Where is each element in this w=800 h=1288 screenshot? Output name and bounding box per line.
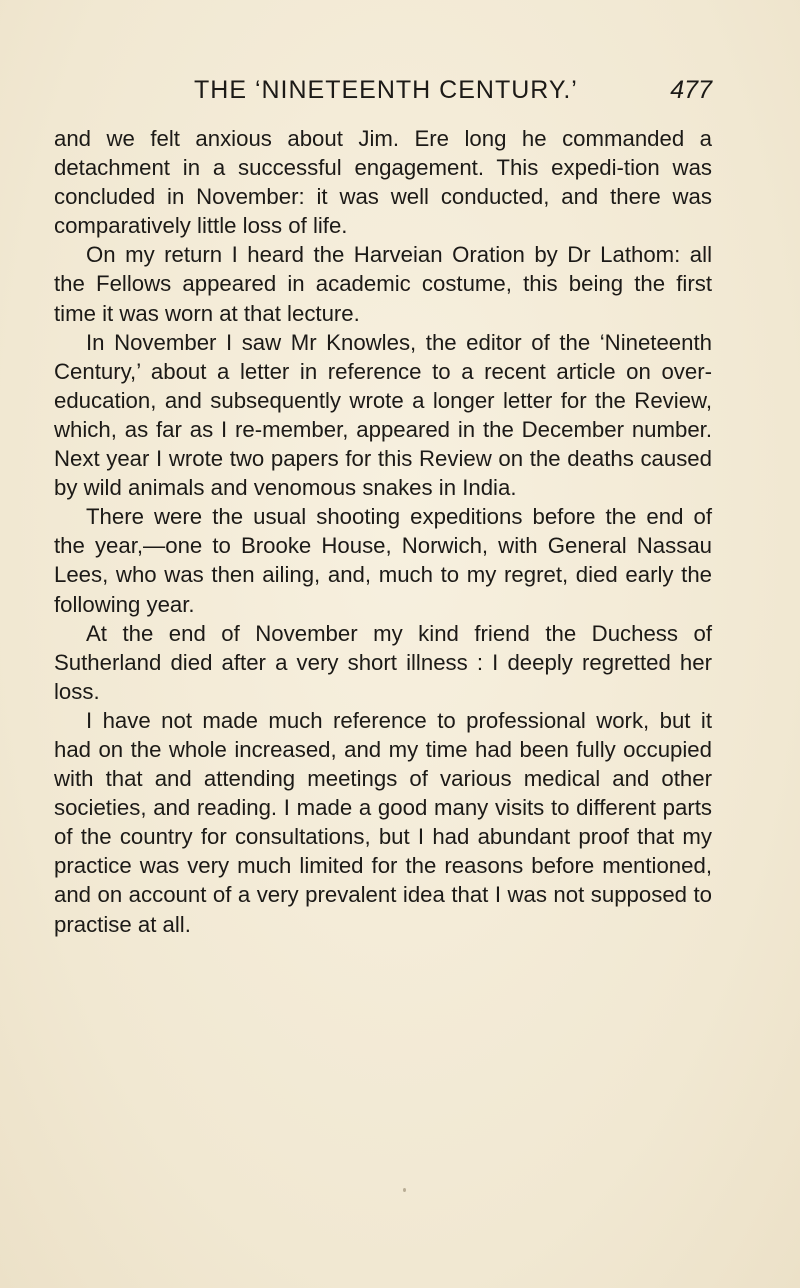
paragraph-5: At the end of November my kind friend the Duchess of Sutherland died after a very short illness : I deeply regretted her loss. [54, 620, 712, 704]
page-number: 477 [670, 76, 712, 104]
paragraph-3: In November I saw Mr Knowles, the editor of the ‘Nineteenth Century,’ about a letter in reference to a recent article on over-education, and subsequently wrote a longer letter for the Review, which, as far as I re-member, appeared in the December number. Next year I wrote two papers for this Review on the deaths caused by wild animals and venomous snakes in India. [54, 329, 712, 501]
body-text [54, 124, 712, 939]
running-head: THE ‘NINETEENTH CENTURY.’ [194, 76, 578, 104]
paragraph-4: There were the usual shooting expeditions before the end of the year,—one to Brooke House, Norwich, with General Nassau Lees, who was then ailing, and, much to my regret, died early the following year. [54, 504, 712, 617]
paragraph-1: and we felt anxious about Jim. Ere long he commanded a detachment in a successful engagement. This expedi-tion was concluded in November: it was well conducted, and there was comparatively little loss of life. [54, 126, 712, 239]
paper-speck [403, 1188, 406, 1192]
page-header [54, 76, 712, 108]
paragraph-6: I have not made much reference to professional work, but it had on the whole increased, and my time had been fully occupied with that and attending meetings of various medical and other societies, and reading. I made a good many visits to different parts of the country for consultations, but I had abundant proof that my practice was very much limited for the reasons before mentioned, and on account of a very prevalent idea that I was not supposed to practise at all. [54, 707, 712, 937]
paragraph-2: On my return I heard the Harveian Oration by Dr Lathom: all the Fellows appeared in academic costume, this being the first time it was worn at that lecture. [54, 242, 712, 326]
